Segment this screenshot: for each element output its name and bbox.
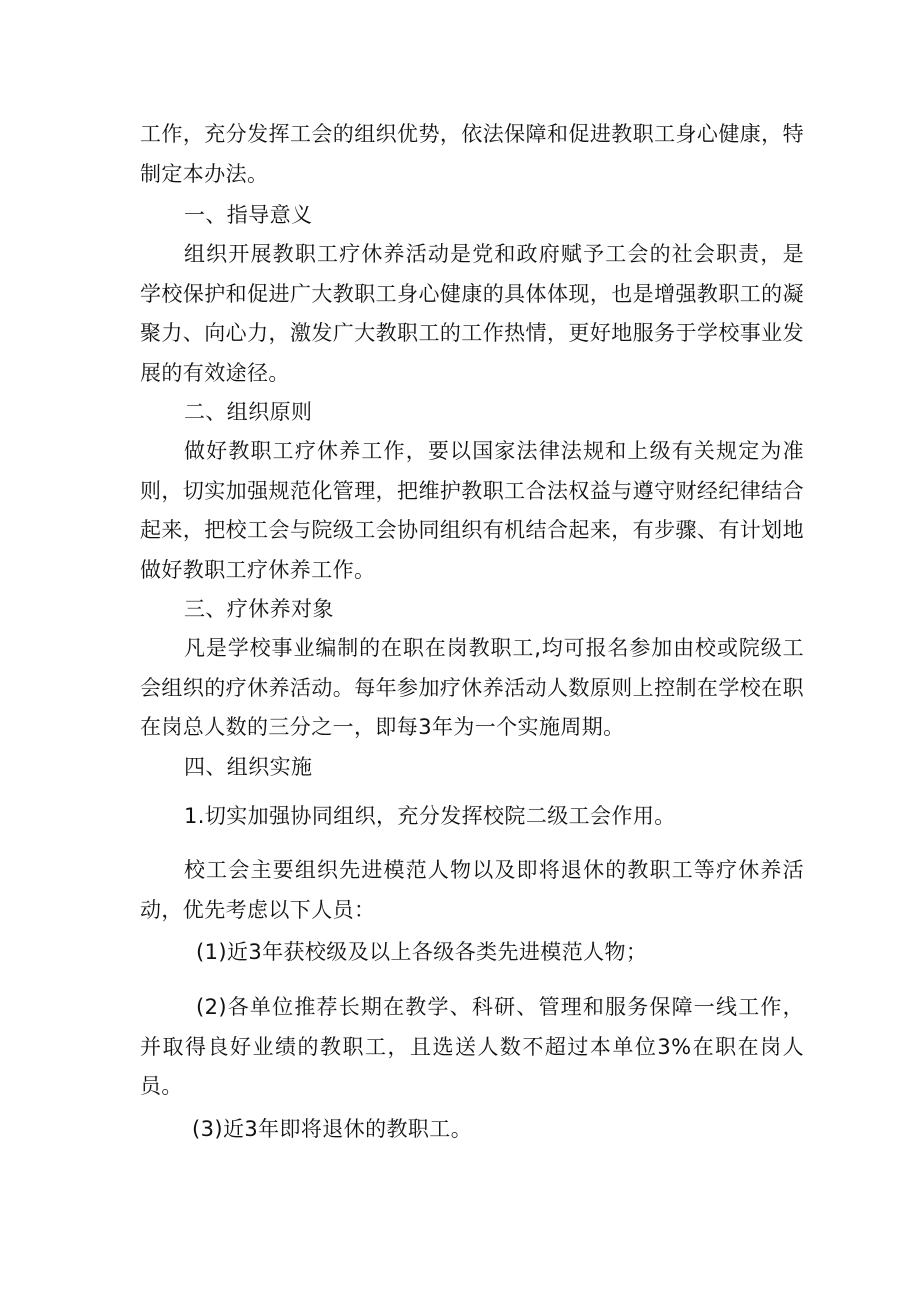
item-1-paragraph: 校工会主要组织先进模范人物以及即将退休的教职工等疗休养活动，优先考虑以下人员： — [140, 858, 804, 922]
section-1-heading: 一、指导意义 — [184, 203, 313, 227]
section-2-paragraph: 做好教职工疗休养工作，要以国家法律法规和上级有关规定为准则，切实加强规范化管理，把维护教职工合法权益与遵守财经纪律结合起来，把校工会与院级工会协同组织有机结合起来，有步骤、有计划地做好教职工疗休养工作。 — [140, 439, 804, 582]
sub-item-2: (2)各单位推荐长期在教学、科研、管理和服务保障一线工作，并取得良好业绩的教职工，且选送人数不超过本单位3%在职在岗人员。 — [140, 995, 804, 1098]
sub-item-1: (1)近3年获校级及以上各级各类先进模范人物； — [196, 940, 648, 964]
section-1-paragraph: 组织开展教职工疗休养活动是党和政府赋予工会的社会职责，是学校保护和促进广大教职工身心健康的具体体现，也是增强教职工的凝聚力、向心力，激发广大教职工的工作热情，更好地服务于学校事业发展的有效途径。 — [140, 242, 804, 385]
section-4-heading: 四、组织实施 — [184, 755, 313, 779]
intro-paragraph: 工作，充分发挥工会的组织优势，依法保障和促进教职工身心健康，特制定本办法。 — [140, 122, 804, 186]
section-2-heading: 二、组织原则 — [184, 400, 313, 424]
sub-item-3: (3)近3年即将退休的教职工。 — [192, 1117, 473, 1141]
section-3-heading: 三、疗休养对象 — [184, 597, 334, 621]
item-1-heading: 1.切实加强协同组织，充分发挥校院二级工会作用。 — [184, 804, 676, 828]
section-3-paragraph: 凡是学校事业编制的在职在岗教职工,均可报名参加由校或院级工会组织的疗休养活动。每年参加疗休养活动人数原则上控制在学校在职在岗总人数的三分之一，即每3年为一个实施周期。 — [140, 636, 804, 739]
